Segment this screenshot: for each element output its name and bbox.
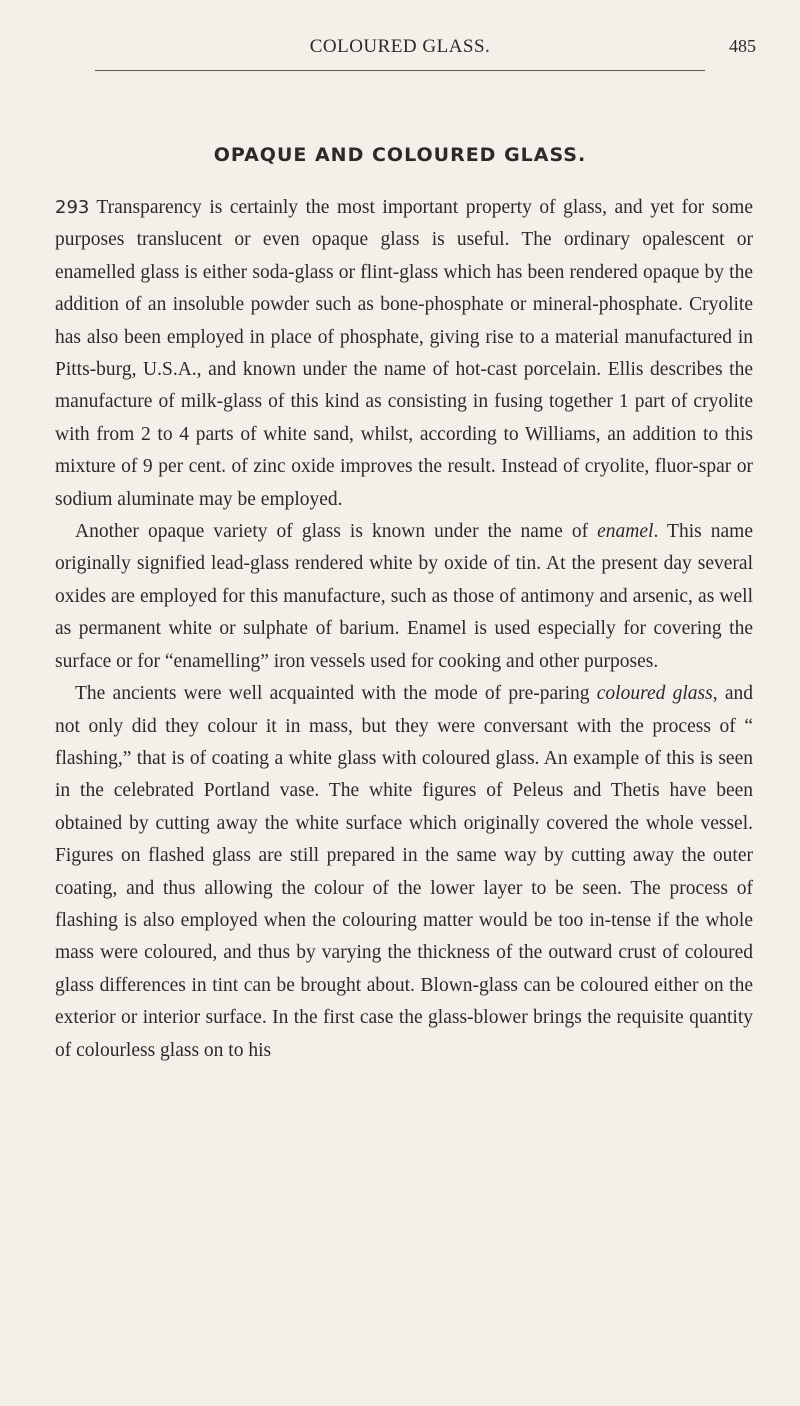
page-number: 485 (729, 36, 756, 56)
italic-term: enamel (597, 521, 654, 543)
running-head (0, 36, 800, 64)
paragraph-number: 293 (55, 197, 90, 218)
body-text (55, 192, 753, 1067)
paragraph-coloured-glass (55, 678, 753, 1067)
paragraph-text: , and not only did they colour it in mass, but they were conversant with the process of “ flashing,” that is of coating a white glass with coloured glass. An example of this is seen in the celebrated Portland vase. The white figures of Peleus and Thetis have been obtained by cutting away the white surface which originally covered the whole vessel. Figures on flashed glass are still prepared in the same way by cutting away the outer coating, and thus allowing the colour of the lower layer to be seen. The process of flashing is also employed when the colouring matter would be too in-tense if the whole mass were coloured, and thus by varying the thickness of the outward crust of coloured glass differences in tint can be brought about. Blown-glass can be coloured either on the exterior or interior surface. In the first case the glass-blower brings the requisite quantity of colourless glass on to his (55, 683, 753, 1061)
paragraph-text: Transparency is certainly the most important property of glass, and yet for some purposes translucent or even opaque glass is useful. The ordinary opalescent or enamelled glass is either soda-glass or flint-glass which has been rendered opaque by the addition of an insoluble powder such as bone-phosphate or mineral-phosphate. Cryolite has also been employed in place of phosphate, giving rise to a material manufactured in Pitts-burg, U.S.A., and known under the name of hot-cast porcelain. Ellis describes the manufacture of milk-glass of this kind as consisting in fusing together 1 part of cryolite with from 2 to 4 parts of white sand, whilst, according to Williams, an addition to this mixture of 9 per cent. of zinc oxide improves the result. Instead of cryolite, fluor-spar or sodium aluminate may be employed. (55, 197, 753, 510)
running-title: COLOURED GLASS. (309, 36, 491, 57)
paragraph-text: . This name originally signified lead-glass rendered white by oxide of tin. At the present day several oxides are employed for this manufacture, such as those of antimony and arsenic, as well as permanent white or sulphate of barium. Enamel is used especially for covering the surface or for “enamelling” iron vessels used for cooking and other purposes. (55, 521, 754, 672)
paragraph-text: Another opaque variety of glass is known under the name of (75, 521, 598, 543)
header-rule (95, 70, 705, 71)
section-heading: OPAQUE AND COLOURED GLASS. (213, 144, 587, 166)
paragraph-text: The ancients were well acquainted with the mode of pre-paring (75, 683, 597, 705)
paragraph-enamel (55, 516, 753, 678)
italic-term: coloured glass (596, 683, 713, 705)
paragraph-293 (55, 192, 753, 516)
